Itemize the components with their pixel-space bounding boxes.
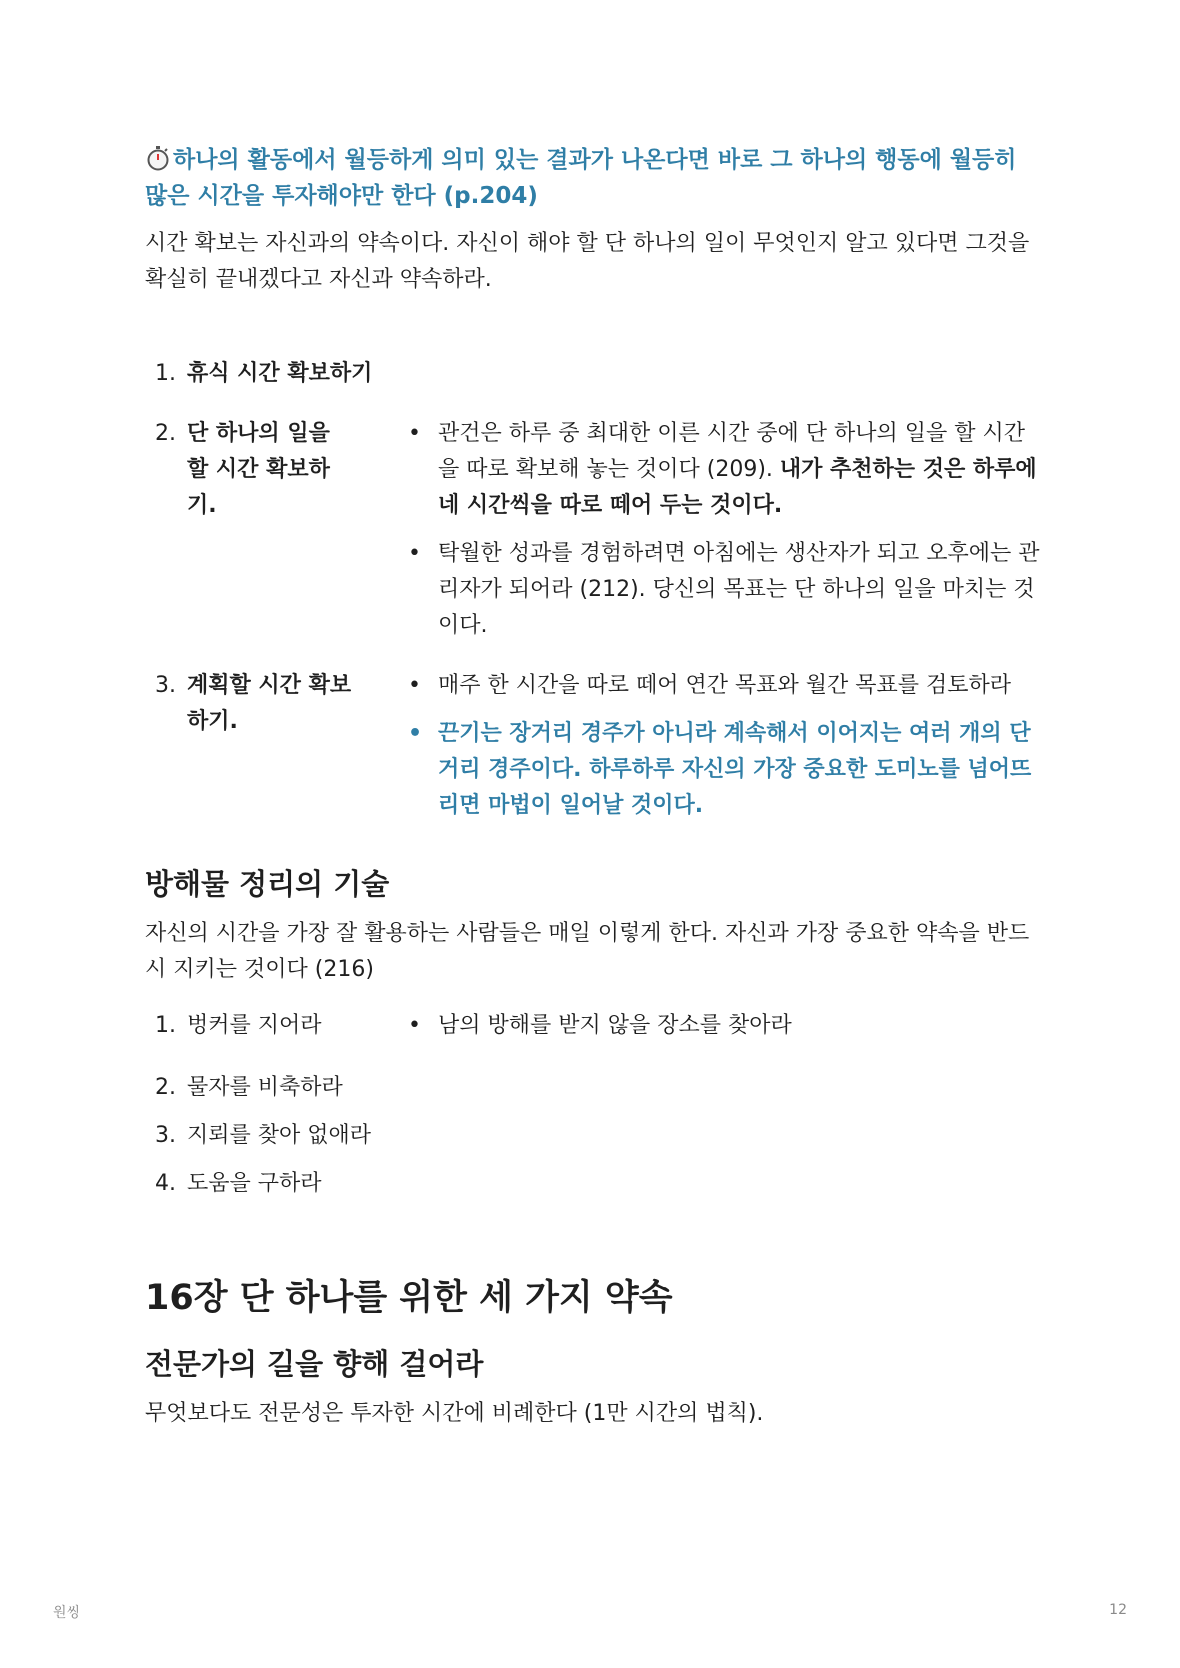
bullet-item: • 매주 한 시간을 따로 떼어 연간 목표와 월간 목표를 검토하라: [405, 668, 1045, 704]
bullet-text: 관건은 하루 중 최대한 이른 시간 중에 단 하나의 일을 할 시간을 따로 확보해 놓는 것이다 (209).: [438, 421, 1025, 482]
bullet-item: • 끈기는 장거리 경주가 아니라 계속해서 이어지는 여러 개의 단거리 경주이다. 하루하루 자신의 가장 중요한 도미노를 넘어뜨리면 마법이 일어날 것이다.: [405, 716, 1045, 824]
section-intro: 자신의 시간을 가장 잘 활용하는 사람들은 매일 이렇게 한다. 자신과 가장 중요한 약속을 반드시 지키는 것이다 (216): [145, 921, 1030, 982]
highlight-quote: [145, 142, 1045, 214]
intro-paragraph: 시간 확보는 자신과의 약속이다. 자신이 해야 할 단 하나의 일이 무엇인지 알고 있다면 그것을 확실히 끝내겠다고 자신과 약속하라.: [145, 231, 1030, 292]
bullet-item: • 남의 방해를 받지 않을 장소를 찾아라: [405, 1008, 1045, 1044]
item-label: 도움을 구하라: [187, 1171, 322, 1196]
list-item: [145, 1118, 1045, 1154]
bullet-item: • 관건은 하루 중 최대한 이른 시간 중에 단 하나의 일을 할 시간을 따로 확보해 놓는 것이다 (209). 내가 추천하는 것은 하루에 네 시간씩을 따로 떼어 두는 것이다.: [408, 421, 1037, 518]
chapter-text: 무엇보다도 전문성은 투자한 시간에 비례한다 (1만 시간의 법칙).: [145, 1401, 764, 1426]
footer-book-title: 원씽: [53, 1605, 81, 1621]
item-label: 계획할 시간 확보하기.: [187, 673, 352, 734]
item-number: 2.: [155, 1075, 176, 1100]
item-number: 2.: [155, 421, 176, 446]
item-label: 벙커를 지어라: [187, 1013, 322, 1038]
list-item: [145, 1070, 1045, 1106]
item-label: 지뢰를 찾아 없애라: [187, 1123, 372, 1148]
chapter-subtitle: 전문가의 길을 향해 걸어라: [145, 1347, 484, 1381]
list-item: [145, 356, 1045, 392]
section-heading: 방해물 정리의 기술: [145, 867, 390, 901]
bullet-text: 매주 한 시간을 따로 떼어 연간 목표와 월간 목표를 검토하라: [438, 673, 1011, 698]
page-content: [145, 142, 1045, 1432]
list-item: [145, 668, 1045, 836]
bullet-item: • 탁월한 성과를 경험하려면 아침에는 생산자가 되고 오후에는 관리자가 되어라 (212). 당신의 목표는 단 하나의 일을 마치는 것이다.: [405, 536, 1045, 644]
page-number: 12: [1109, 1602, 1127, 1618]
item-bullets: [405, 416, 1045, 656]
time-block-list: [145, 356, 1045, 836]
item-label: 단 하나의 일을 할 시간 확보하기.: [187, 421, 330, 518]
item-bullets: [405, 668, 1045, 836]
chapter-title: 16장 단 하나를 위한 세 가지 약속: [145, 1278, 673, 1318]
item-number: 4.: [155, 1171, 176, 1196]
item-bullets: [405, 1008, 1045, 1056]
item-label: 물자를 비축하라: [187, 1075, 343, 1100]
list-item: [145, 416, 1045, 656]
item-number: 1.: [155, 361, 176, 386]
item-number: 3.: [155, 1123, 176, 1148]
bullet-bold-text: 내가 추천하는 것은 하루에 네 시간씩을 따로 떼어 두는 것이다.: [438, 457, 1037, 518]
quote-text: 하나의 활동에서 월등하게 의미 있는 결과가 나온다면 바로 그 하나의 행동에 월등히 많은 시간을 투자해야만 한다 (p.204): [145, 147, 1017, 209]
list-item: [145, 1166, 1045, 1202]
bullet-text: 탁월한 성과를 경험하려면 아침에는 생산자가 되고 오후에는 관리자가 되어라 (212). 당신의 목표는 단 하나의 일을 마치는 것이다.: [438, 541, 1040, 638]
distraction-list: [145, 1008, 1045, 1202]
stopwatch-icon: [145, 145, 171, 171]
bullet-text: 끈기는 장거리 경주가 아니라 계속해서 이어지는 여러 개의 단거리 경주이다. 하루하루 자신의 가장 중요한 도미노를 넘어뜨리면 마법이 일어날 것이다.: [438, 721, 1032, 818]
bullet-text: 남의 방해를 받지 않을 장소를 찾아라: [438, 1013, 792, 1038]
item-number: 3.: [155, 673, 176, 698]
list-item: [145, 1008, 1045, 1056]
item-label: 휴식 시간 확보하기: [187, 361, 373, 386]
item-number: 1.: [155, 1013, 176, 1038]
